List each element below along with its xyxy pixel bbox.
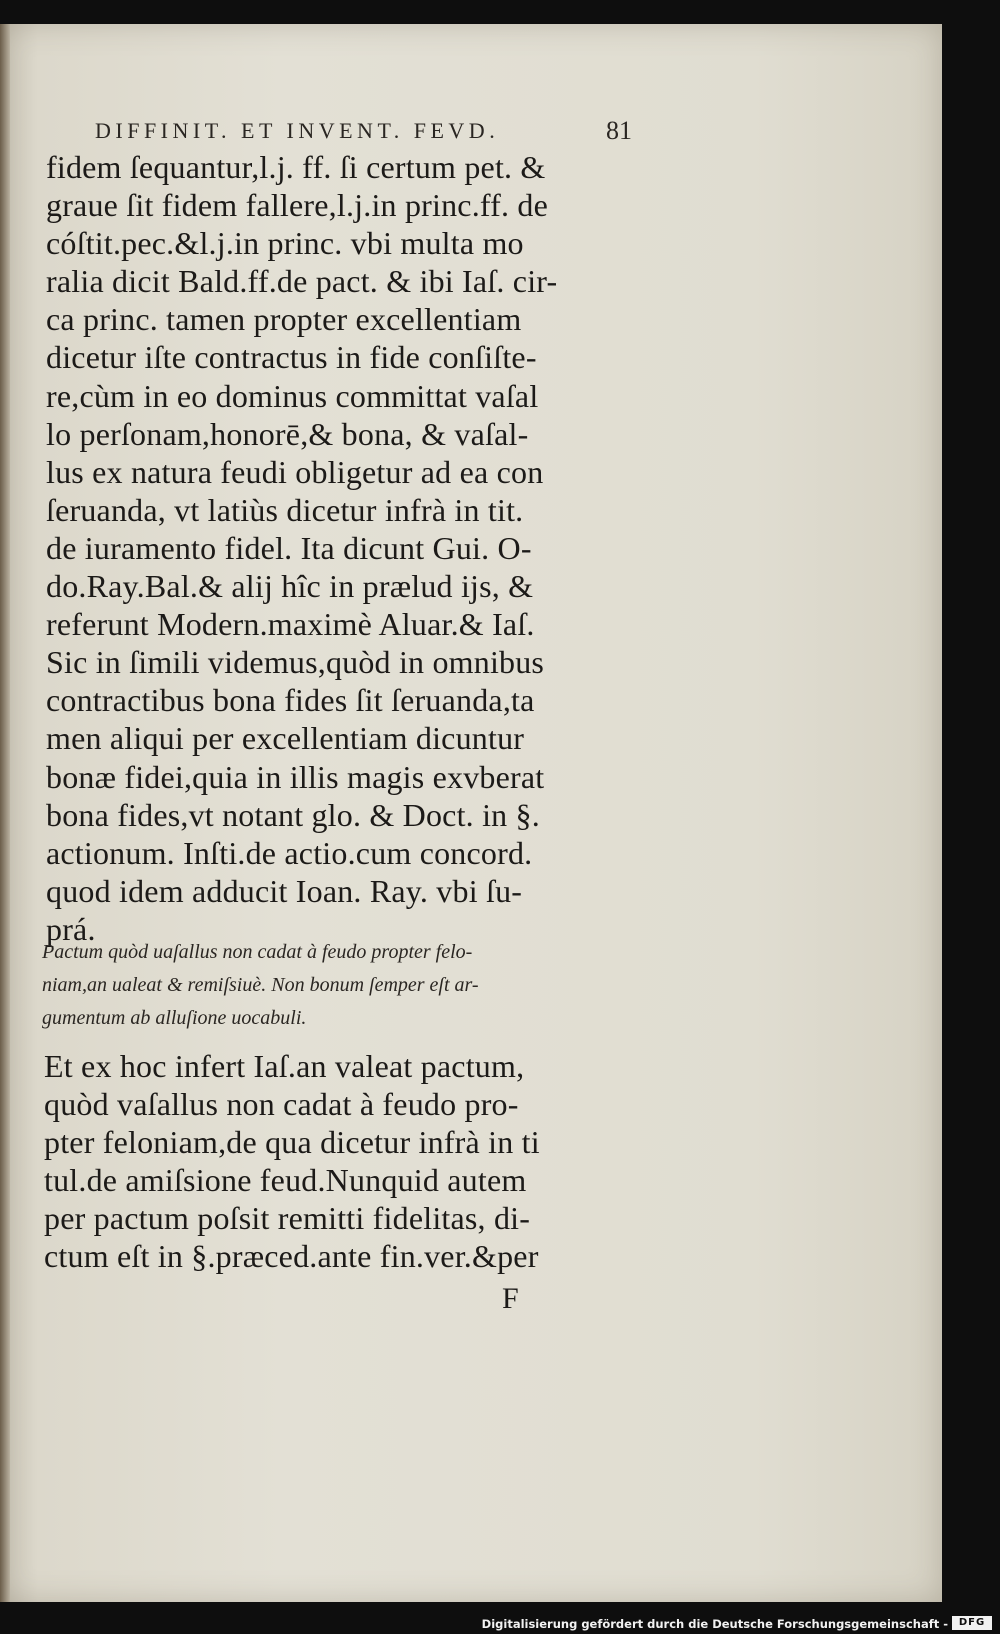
text-line: prá. <box>46 910 96 947</box>
page-binding-edge <box>0 24 10 1602</box>
running-title: DIFFINIT. ET INVENT. FEVD. <box>95 118 500 143</box>
text-line: pter feloniam,de qua dicetur infrà in ti <box>44 1124 540 1161</box>
text-line: re,cùm in eo dominus committat vaſal <box>46 377 539 414</box>
text-line: bonæ fidei,quia in illis magis exvberat <box>46 758 545 795</box>
text-line: ſeruanda, vt latiùs dicetur infrà in tit. <box>46 491 524 528</box>
note-line: gumentum ab alluſione uocabuli. <box>42 1007 307 1029</box>
text-line: Sic in ſimili videmus,quòd in omnibus <box>46 644 545 681</box>
text-line: quòd vaſallus non cadat à feudo pro- <box>44 1086 519 1123</box>
text-line: actionum. Inſti.de actio.cum concord. <box>46 834 533 871</box>
text-line: bona fides,vt notant glo. & Doct. in §. <box>46 796 540 833</box>
text-line: cóſtit.pec.&l.j.in princ. vbi multa mo <box>46 225 524 262</box>
main-paragraph-2 <box>44 1047 644 1276</box>
text-line: tul.de amiſsione feud.Nunquid autem <box>44 1162 527 1199</box>
main-paragraph-1 <box>46 148 646 948</box>
text-line: lus ex natura feudi obligetur ad ea con <box>46 453 544 490</box>
marginal-summary-note <box>42 936 646 1035</box>
text-line: dicetur iſte contractus in fide conſiſte- <box>46 339 537 376</box>
text-line: fidem ſequantur,l.j. ff. ſi certum pet. & <box>46 149 546 185</box>
text-line: ca princ. tamen propter excellentiam <box>46 301 522 338</box>
note-line: Pactum quòd uaſallus non cadat à feudo propter felo- <box>42 941 473 963</box>
page-number: 81 <box>606 116 632 145</box>
text-line: men aliqui per excellentiam dicuntur <box>46 720 525 757</box>
text-line: lo perſonam,honorē,& bona, & vaſal- <box>46 415 529 452</box>
text-line: graue ſit fidem fallere,l.j.in princ.ff. de <box>46 187 549 224</box>
text-line: referunt Modern.maximè Aluar.& Iaſ. <box>46 606 535 643</box>
text-line: de iuramento fidel. Ita dicunt Gui. O- <box>46 529 532 566</box>
digitization-credit: Digitalisierung gefördert durch die Deutsche Forschungsgemeinschaft - <box>481 1617 948 1631</box>
text-line: contractibus bona fides ſit ſeruanda,ta <box>46 682 535 719</box>
text-line: Et ex hoc infert Iaſ.an valeat pactum, <box>44 1048 525 1084</box>
dfg-logo-icon: DFG <box>952 1616 992 1630</box>
text-line: do.Ray.Bal.& alij hîc in prælud ijs, & <box>46 568 534 605</box>
text-line: ralia dicit Bald.ff.de pact. & ibi Iaſ. cir- <box>46 263 558 300</box>
signature-mark: F <box>502 1282 519 1315</box>
note-line: niam,an ualeat & remiſsiuè. Non bonum ſemper eſt ar- <box>42 974 479 996</box>
text-line: quod idem adducit Ioan. Ray. vbi ſu- <box>46 872 523 909</box>
text-line: ctum eſt in §.præced.ante fin.ver.&per <box>44 1238 539 1275</box>
text-line: per pactum poſsit remitti fidelitas, di- <box>44 1200 531 1237</box>
